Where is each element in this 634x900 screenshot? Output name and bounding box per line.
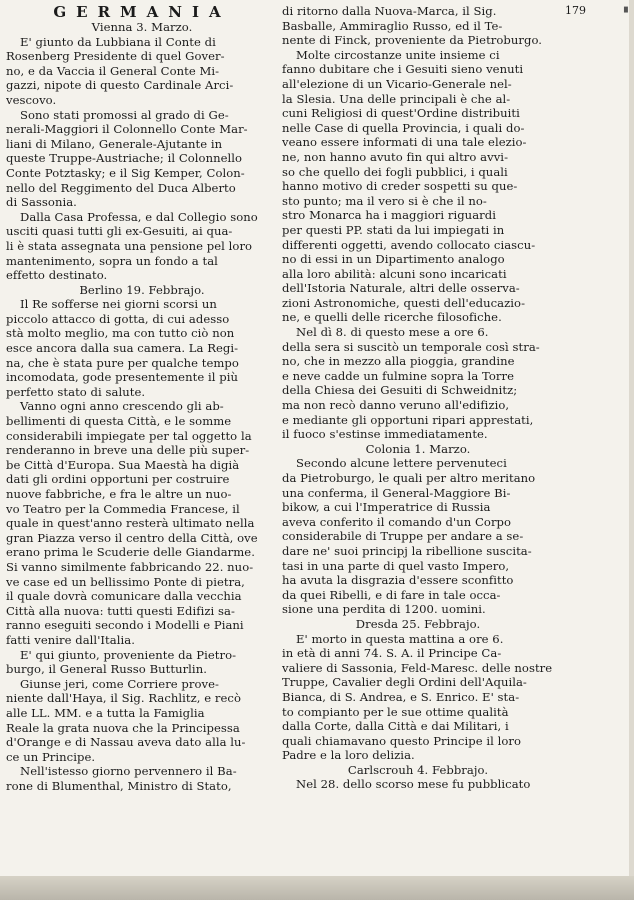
left-text-line: alle LL. MM. e a tutta la Famiglia bbox=[6, 705, 205, 720]
right-text-line: il fuoco s'estinse immediatamente. bbox=[282, 427, 488, 442]
left-text-line: piccolo attacco di gotta, di cui adesso bbox=[6, 311, 230, 326]
left-text-line: ce un Principe. bbox=[6, 749, 96, 764]
left-text-line: gazzi, nipote di questo Cardinale Arci- bbox=[6, 78, 234, 93]
right-text-line: sto punto; ma il vero si è che il no- bbox=[282, 193, 487, 208]
right-text-line: la Slesia. Una delle principali è che al- bbox=[282, 91, 511, 106]
left-text-line: niente dall'Haya, il Sig. Rachlitz, e recò bbox=[6, 691, 241, 706]
right-text-line: Carlscrouh 4. Febbrajo. bbox=[347, 762, 489, 777]
right-text-line: no di essi in un Dipartimento analogo bbox=[282, 252, 505, 267]
left-text-line: GERMANIA bbox=[53, 4, 231, 20]
left-text-line: burgo, il General Russo Butturlin. bbox=[6, 662, 207, 677]
left-text-line: fatti venire dall'Italia. bbox=[6, 632, 135, 647]
left-text-line: il quale dovrà comunicare dalla vecchia bbox=[6, 589, 242, 604]
left-text-line: mantenimento, sopra un fondo a tal bbox=[6, 253, 218, 268]
right-text-line: aveva conferito il comando d'un Corpo bbox=[282, 514, 512, 529]
left-text-line: Giunse jeri, come Corriere prove- bbox=[20, 676, 220, 691]
right-text-line: cuni Religiosi di quest'Ordine distribuiti bbox=[282, 106, 520, 121]
right-text-line: quali chiamavano questo Principe il loro bbox=[282, 733, 522, 748]
left-text-line: incomodata, gode presentemente il più bbox=[6, 370, 238, 385]
right-text-line: dell'Istoria Naturale, altri delle osserva- bbox=[282, 281, 520, 296]
left-text-line: Conte Potztasky; e il Sig Kemper, Colon- bbox=[6, 165, 245, 180]
left-text-line: be Città d'Europa. Sua Maestà ha digià bbox=[6, 457, 240, 472]
right-text-line: Molte circostanze unite insieme ci bbox=[296, 47, 500, 62]
left-text-line: esce ancora dalla sua camera. La Regi- bbox=[6, 341, 239, 356]
left-text-line: nuove fabbriche, e fra le altre un nuo- bbox=[6, 487, 232, 501]
page-edge bbox=[629, 0, 634, 900]
right-text-line: da Pietroburgo, le quali per altro meritano bbox=[282, 471, 536, 485]
left-text-line: queste Truppe-Austriache; il Colonnello bbox=[6, 151, 243, 166]
margin-mark: ▝ bbox=[620, 8, 628, 19]
left-text-line: Città alla nuova: tutti questi Edifizi sa- bbox=[6, 603, 235, 618]
left-text-line: Vanno ogni anno crescendo gli ab- bbox=[20, 399, 224, 414]
right-text-line: e neve cadde un fulmine sopra la Torre bbox=[282, 368, 515, 383]
right-text-line: per questi PP. stati da lui impiegati in bbox=[282, 222, 505, 237]
left-text-line: nerali-Maggiori il Colonnello Conte Mar- bbox=[6, 122, 248, 137]
right-text-line: differenti oggetti, avendo collocato ciascu- bbox=[282, 237, 536, 252]
right-text-line: ma non recò danno veruno all'edifizio, bbox=[282, 398, 510, 413]
left-text-line: ve case ed un bellissimo Ponte di pietra, bbox=[6, 574, 245, 589]
right-text-line: da quei Ribelli, e di fare in tale occa- bbox=[282, 587, 501, 602]
right-text-line: Nel dì 8. di questo mese a ore 6. bbox=[296, 325, 489, 340]
right-text-line: hanno motivo di creder sospetti su que- bbox=[282, 179, 518, 194]
left-text-line: Il Re sofferse nei giorni scorsi un bbox=[20, 297, 217, 312]
left-text-line: stà molto meglio, ma con tutto ciò non bbox=[6, 326, 235, 341]
right-text-line: stro Monarca ha i maggiori riguardi bbox=[282, 208, 496, 223]
right-text-line: nelle Case di quella Provincia, i quali do- bbox=[282, 120, 525, 135]
right-text-line: Padre e la loro delizia. bbox=[282, 748, 415, 763]
right-text-line: di ritorno dalla Nuova-Marca, il Sig. bbox=[282, 4, 497, 18]
right-text-line: una conferma, il General-Maggiore Bi- bbox=[282, 485, 511, 500]
left-text-line: Vienna 3. Marzo. bbox=[91, 20, 193, 34]
right-text-line: della Chiesa dei Gesuiti di Schweidnitz; bbox=[282, 383, 518, 398]
left-text-line: Reale la grata nuova che la Principessa bbox=[6, 720, 240, 735]
right-text-line: tasi in una parte di quel vasto Impero, bbox=[282, 558, 510, 573]
right-text-line: zioni Astronomiche, questi dell'educazio- bbox=[282, 295, 526, 310]
left-text-line: E' qui giunto, proveniente da Pietro- bbox=[20, 647, 237, 662]
left-text-line: gran Piazza verso il centro della Città, ove bbox=[6, 530, 258, 545]
right-text-line: Dresda 25. Febbrajo. bbox=[355, 616, 481, 631]
left-text-line: Si vanno similmente fabbricando 22. nuo- bbox=[6, 559, 254, 574]
left-text-line: effetto destinato. bbox=[6, 268, 108, 283]
left-text-line: li è stata assegnata una pensione pel loro bbox=[6, 238, 253, 253]
left-text-line: bellimenti di questa Città, e le somme bbox=[6, 414, 232, 429]
page-number: 179 bbox=[565, 4, 586, 17]
left-text-line: di Sassonia. bbox=[6, 195, 77, 210]
left-text-line: rone di Blumenthal, Ministro di Stato, bbox=[6, 778, 232, 793]
right-text-line: valiere di Sassonia, Feld-Maresc. delle nostre bbox=[282, 660, 553, 675]
right-text-line: dare ne' suoi principj la ribellione suscita- bbox=[282, 543, 532, 558]
left-text-line: Berlino 19. Febbrajo. bbox=[79, 282, 205, 297]
right-text-line: dalla Corte, dalla Città e dai Militari, i bbox=[282, 719, 509, 734]
right-text-line: all'elezione di un Vicario-Generale nel- bbox=[282, 76, 512, 91]
left-text-line: vo Teatro per la Commedia Francese, il bbox=[6, 501, 240, 516]
right-text-line: bikow, a cui l'Imperatrice di Russia bbox=[282, 500, 491, 515]
left-text-line: erano prima le Scuderie delle Giandarme. bbox=[6, 545, 255, 560]
right-text-line: to compianto per le sue ottime qualità bbox=[282, 704, 509, 719]
left-text-line: na, che è stata pure per qualche tempo bbox=[6, 355, 239, 370]
right-text-line: in età di anni 74. S. A. il Principe Ca- bbox=[282, 646, 502, 661]
left-text-line: E' giunto da Lubbiana il Conte di bbox=[20, 34, 216, 49]
right-text-line: Truppe, Cavalier degli Ordini dell'Aquila- bbox=[282, 675, 527, 690]
right-text-line: ne, e quelli delle ricerche filosofiche. bbox=[282, 310, 502, 325]
left-text-line: renderanno in breve una delle più super- bbox=[6, 443, 250, 458]
left-text-line: considerabili impiegate per tal oggetto la bbox=[6, 428, 252, 443]
right-text-line: nente di Finck, proveniente da Pietroburgo. bbox=[282, 33, 543, 48]
right-column bbox=[282, 4, 554, 792]
left-column bbox=[6, 4, 278, 793]
left-text-line: d'Orange e di Nassau aveva dato alla lu- bbox=[6, 735, 246, 750]
left-text-line: Nell'istesso giorno pervennero il Ba- bbox=[20, 764, 237, 779]
right-text-line: Secondo alcune lettere pervenuteci bbox=[296, 456, 507, 471]
left-text-line: nello del Reggimento del Duca Alberto bbox=[6, 180, 236, 195]
right-text-line: Bianca, di S. Andrea, e S. Enrico. E' sta- bbox=[282, 689, 520, 704]
left-text-line: usciti quasi tutti gli ex-Gesuiti, ai qua- bbox=[6, 224, 233, 239]
right-text-line: E' morto in questa mattina a ore 6. bbox=[296, 631, 504, 646]
right-text-line: Basballe, Ammiraglio Russo, ed il Te- bbox=[282, 18, 503, 33]
left-text-line: quale in quest'anno resterà ultimato nella bbox=[6, 516, 255, 531]
right-text-line: alla loro abilità: alcuni sono incaricati bbox=[282, 266, 507, 281]
left-text-line: liani di Milano, Generale-Ajutante in bbox=[6, 136, 223, 151]
right-text-line: considerabile di Truppe per andare a se- bbox=[282, 529, 524, 544]
left-text-line: Rosenberg Presidente di quel Gover- bbox=[6, 49, 225, 64]
left-text-line: Sono stati promossi al grado di Ge- bbox=[20, 107, 229, 122]
right-text-line: della sera si suscitò un temporale così stra- bbox=[282, 339, 540, 354]
right-text-line: Nel 28. dello scorso mese fu pubblicato bbox=[296, 777, 531, 792]
left-text-line: ranno eseguiti secondo i Modelli e Piani bbox=[6, 618, 244, 633]
right-text-line: sione una perdita di 1200. uomini. bbox=[282, 602, 486, 617]
right-text-line: ne, non hanno avuto fin qui altro avvi- bbox=[282, 149, 509, 164]
page-bottom-shadow bbox=[0, 876, 634, 900]
right-text-line: so che quello dei fogli pubblici, i quali bbox=[282, 164, 508, 179]
right-text-line: no, che in mezzo alla pioggia, grandine bbox=[282, 354, 515, 369]
right-text-line: e mediante gli opportuni ripari apprestati, bbox=[282, 412, 534, 427]
left-text-line: vescovo. bbox=[6, 92, 57, 107]
left-text-line: dati gli ordini opportuni per costruire bbox=[6, 472, 230, 487]
right-text-line: veano essere informati di una tale elezio- bbox=[282, 135, 527, 150]
right-text-line: Colonia 1. Marzo. bbox=[365, 441, 471, 456]
left-text-line: perfetto stato di salute. bbox=[6, 384, 146, 399]
right-text-line: ha avuta la disgrazia d'essere sconfitto bbox=[282, 573, 514, 588]
left-text-line: Dalla Casa Professa, e dal Collegio sono bbox=[20, 209, 258, 224]
right-text-line: fanno dubitare che i Gesuiti sieno venuti bbox=[282, 62, 524, 77]
left-text-line: no, e da Vaccia il General Conte Mi- bbox=[6, 63, 220, 78]
